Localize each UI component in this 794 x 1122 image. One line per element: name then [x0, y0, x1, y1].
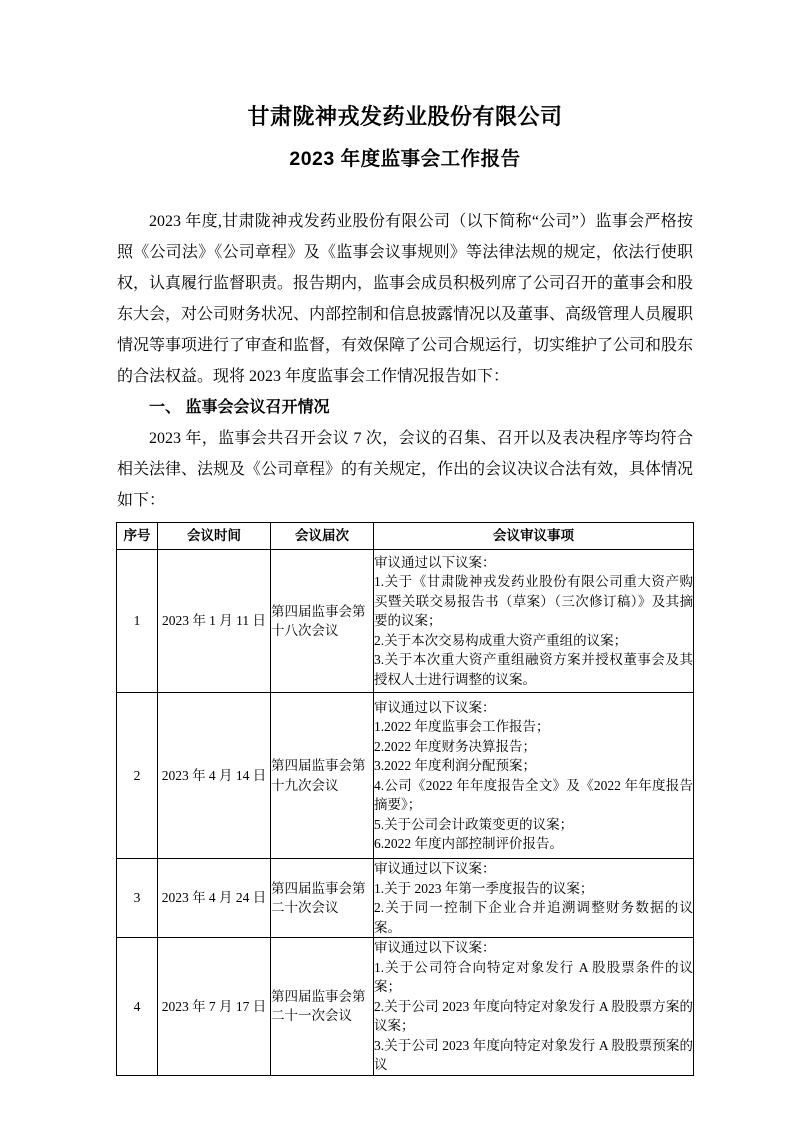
meeting-index: 3 — [117, 859, 158, 938]
meeting-agenda — [374, 938, 694, 1076]
agenda-line: 审议通过以下议案： — [374, 861, 496, 876]
meeting-session: 第四届监事会第十九次会议 — [271, 693, 374, 859]
meeting-agenda — [374, 693, 694, 859]
table-row — [117, 938, 694, 1076]
agenda-line: 审议通过以下议案： — [374, 940, 496, 955]
agenda-line: 5.关于公司会计政策变更的议案； — [374, 816, 574, 832]
meeting-date: 2023 年 1 月 11 日 — [158, 550, 271, 693]
agenda-line: 审议通过以下议案： — [374, 699, 496, 715]
doc-subtitle: 2023 年度监事会工作报告 — [289, 148, 521, 170]
col-header-date: 会议时间 — [158, 523, 271, 550]
agenda-line: 6.2022 年度内部控制评价报告。 — [374, 836, 563, 851]
intro-paragraph: 2023 年度,甘肃陇神戎发药业股份有限公司（以下简称“公司”）监事会严格按照《公司法》《公司章程》及《监事会议事规则》等法律法规的规定，依法行使职权，认真履行监督职责。报告期内，监事会成员积极列席了公司召开的董事会和股东大会，对公司财务状况、内部控制和信息披露情况以及董事、高级管理人员履职情况等事项进行了审查和监督，有效保障了公司合规运行，切实维护了公司和股东的合法权益。现将 2023 年度监事会工作情况报告如下： — [117, 213, 694, 385]
doc-title: 甘肃陇神戎发药业股份有限公司 — [247, 104, 563, 129]
meeting-date: 2023 年 4 月 14 日 — [158, 693, 271, 859]
col-header-agenda: 会议审议事项 — [374, 523, 694, 550]
section-1-heading: 一、 监事会会议召开情况 — [149, 399, 330, 416]
agenda-line: 1.关于《甘肃陇神戎发药业股份有限公司重大资产购买暨关联交易报告书（草案）（三次修订稿）》及其摘要的议案； — [374, 574, 693, 629]
agenda-line: 1.关于公司符合向特定对象发行 A 股股票条件的议案； — [374, 959, 693, 994]
document-content — [117, 0, 693, 1076]
meeting-session: 第四届监事会第二十次会议 — [271, 859, 374, 938]
meetings-table — [116, 522, 694, 1076]
agenda-line: 2.关于公司 2023 年度向特定对象发行 A 股股票方案的议案； — [374, 998, 693, 1033]
meeting-date: 2023 年 4 月 24 日 — [158, 859, 271, 938]
agenda-line: 2.2022 年度财务决算报告； — [374, 738, 536, 754]
meeting-session: 第四届监事会第二十一次会议 — [271, 938, 374, 1076]
col-header-index: 序号 — [117, 523, 158, 550]
meeting-session: 第四届监事会第十八次会议 — [271, 550, 374, 693]
table-row — [117, 859, 694, 938]
table-header-row — [117, 523, 694, 550]
agenda-line: 审议通过以下议案： — [374, 554, 496, 570]
agenda-line: 3.2022 年度利润分配预案； — [374, 758, 536, 773]
meeting-index: 1 — [117, 550, 158, 693]
table-row — [117, 550, 694, 693]
agenda-line: 4.公司《2022 年年度报告全文》及《2022 年年度报告摘要》； — [374, 777, 693, 812]
meeting-agenda — [374, 550, 694, 693]
agenda-line: 3.关于本次重大资产重组融资方案并授权董事会及其授权人士进行调整的议案。 — [374, 652, 693, 687]
agenda-line: 3.关于公司 2023 年度向特定对象发行 A 股股票预案的议 — [374, 1037, 693, 1072]
meeting-agenda — [374, 859, 694, 938]
agenda-line: 2.关于同一控制下企业合并追溯调整财务数据的议案。 — [374, 900, 693, 935]
meeting-date: 2023 年 7 月 17 日 — [158, 938, 271, 1076]
table-row — [117, 693, 694, 859]
meeting-index: 4 — [117, 938, 158, 1076]
agenda-line: 2.关于本次交易构成重大资产重组的议案； — [374, 632, 628, 648]
agenda-line: 1.关于 2023 年第一季度报告的议案； — [374, 880, 594, 896]
col-header-session: 会议届次 — [271, 523, 374, 550]
section-1-paragraph: 2023 年，监事会共召开会议 7 次，会议的召集、召开以及表决程序等均符合相关法律、法规及《公司章程》的有关规定，作出的会议决议合法有效，具体情况如下： — [117, 430, 694, 509]
agenda-line: 1.2022 年度监事会工作报告； — [374, 719, 550, 734]
meeting-index: 2 — [117, 693, 158, 859]
